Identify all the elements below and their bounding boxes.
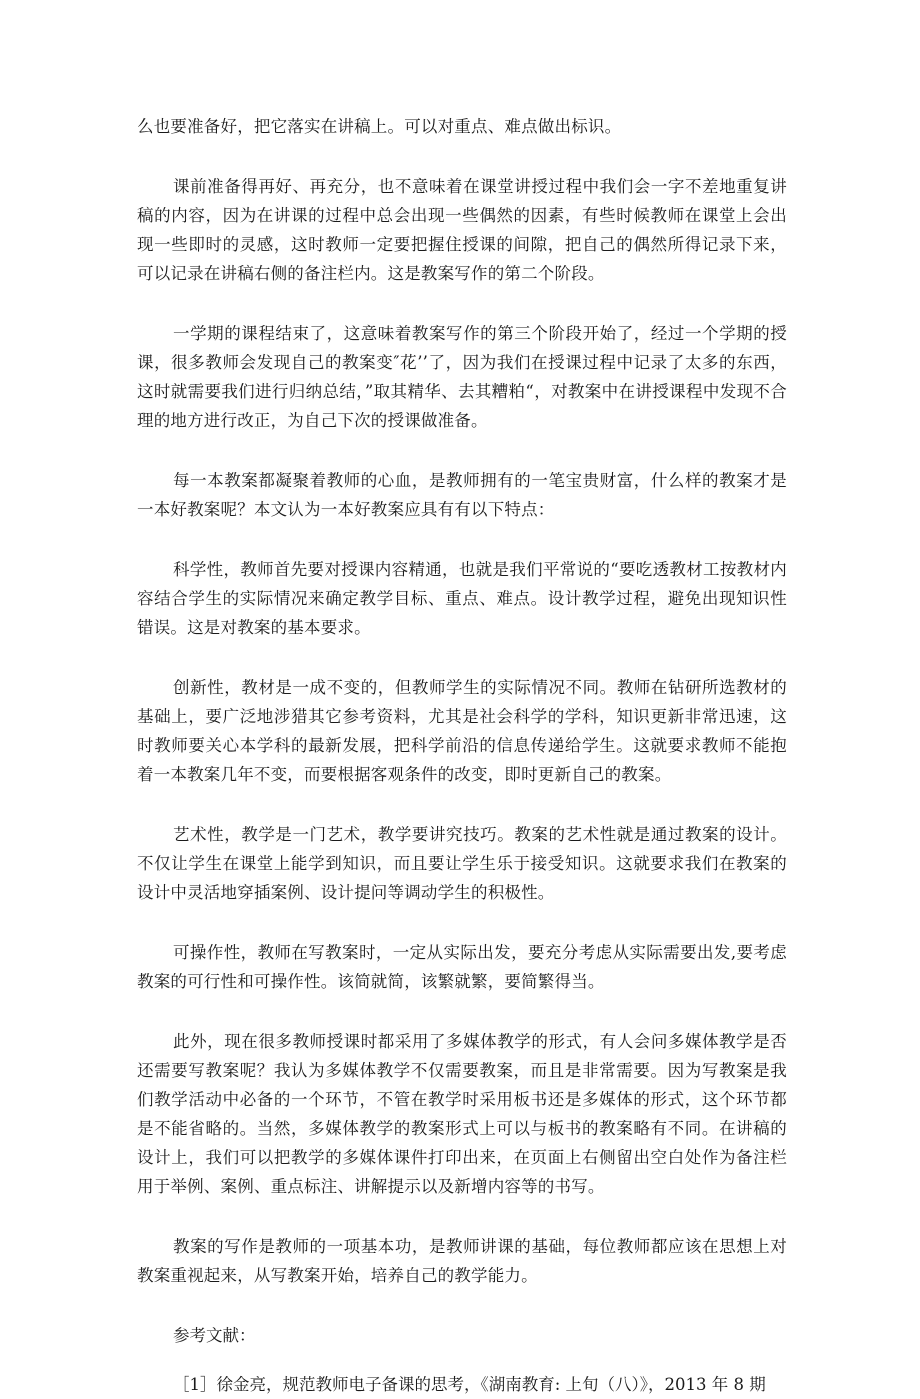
paragraph-5: 科学性，教师首先要对授课内容精通，也就是我们平常说的“要吃透教材工按教材内容结合学生的实际情况来确定教学目标、重点、难点。设计教学过程，避免出现知识性错误。这是对教案的基本要求。 (137, 560, 787, 637)
reference-item: ［1］徐金亮，规范教师电子备课的思考，《湖南教育: 上旬（八）》，2013 年 8 期 (173, 1375, 766, 1394)
document-page (137, 112, 787, 1399)
paragraph-7: 艺术性，教学是一门艺术，教学要讲究技巧。教案的艺术性就是通过教案的设计。不仅让学生在课堂上能学到知识，而且要让学生乐于接受知识。这就要求我们在教案的设计中灵活地穿插案例、设计提问等调动学生的积极性。 (137, 825, 787, 902)
paragraph-3: 一学期的课程结束了，这意味着教案写作的第三个阶段开始了，经过一个学期的授课，很多教师会发现自己的教案变″花’’了，因为我们在授课过程中记录了太多的东西，这时就需要我们进行归纳总结，”取其精华、去其糟粕“，对教案中在讲授课程中发现不合理的地方进行改正，为自己下次的授课做准备。 (137, 324, 787, 430)
paragraph-1: 么也要准备好，把它落实在讲稿上。可以对重点、难点做出标识。 (137, 117, 622, 136)
paragraph-9: 此外，现在很多教师授课时都采用了多媒体教学的形式，有人会问多媒体教学是否还需要写教案呢？我认为多媒体教学不仅需要教案，而且是非常需要。因为写教案是我们教学活动中必备的一个环节，不管在教学时采用板书还是多媒体的形式，这个环节都是不能省略的。当然，多媒体教学的教案形式上可以与板书的教案略有不同。在讲稿的设计上，我们可以把教学的多媒体课件打印出来，在页面上右侧留出空白处作为备注栏用于举例、案例、重点标注、讲解提示以及新增内容等的书写。 (137, 1032, 787, 1196)
paragraph-8: 可操作性，教师在写教案时，一定从实际出发，要充分考虑从实际需要出发,要考虑教案的可行性和可操作性。该简就简，该繁就繁，要简繁得当。 (137, 943, 787, 991)
references-heading: 参考文献： (173, 1326, 256, 1345)
paragraph-4: 每一本教案都凝聚着教师的心血，是教师拥有的一笔宝贵财富，什么样的教案才是一本好教案呢？本文认为一本好教案应具有有以下特点： (137, 471, 787, 519)
paragraph-2: 课前准备得再好、再充分，也不意味着在课堂讲授过程中我们会一字不差地重复讲稿的内容，因为在讲课的过程中总会出现一些偶然的因素，有些时候教师在课堂上会出现一些即时的灵感，这时教师一定要把握住授课的间隙，把自己的偶然所得记录下来，可以记录在讲稿右侧的备注栏内。这是教案写作的第二个阶段。 (137, 177, 787, 283)
paragraph-6: 创新性，教材是一成不变的，但教师学生的实际情况不同。教师在钻研所选教材的基础上，要广泛地涉猎其它参考资料，尤其是社会科学的学科，知识更新非常迅速，这时教师要关心本学科的最新发展，把科学前沿的信息传递给学生。这就要求教师不能抱着一本教案几年不变，而要根据客观条件的改变，即时更新自己的教案。 (137, 678, 787, 784)
paragraph-10: 教案的写作是教师的一项基本功，是教师讲课的基础，每位教师都应该在思想上对教案重视起来，从写教案开始，培养自己的教学能力。 (137, 1237, 787, 1285)
